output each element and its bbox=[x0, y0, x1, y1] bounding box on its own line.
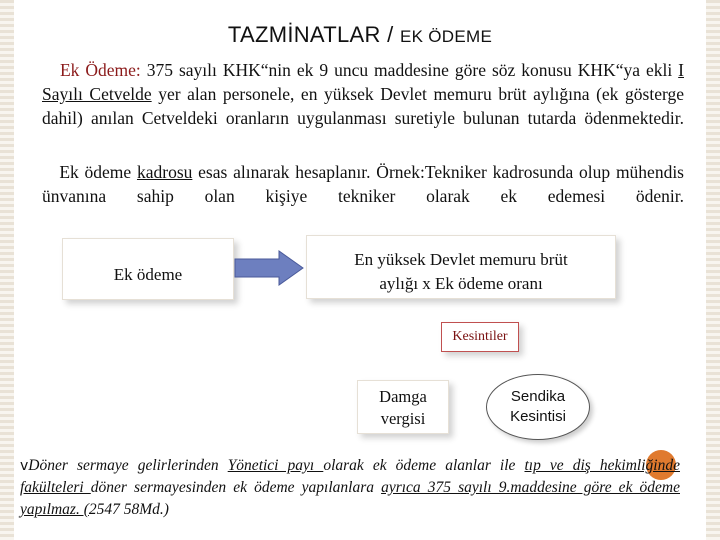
para1-text-a: 375 sayılı KHK“nin ek 9 uncu maddesine göre söz konusu KHK“ya ekli bbox=[140, 60, 679, 80]
bullet-underline-2: tıp ve diş hekimliğinde fakülteleri bbox=[20, 457, 680, 496]
ek-odeme-box-label: Ek ödeme bbox=[113, 265, 183, 284]
slide-title bbox=[0, 22, 720, 48]
para2-text-a: Ek ödeme bbox=[59, 162, 137, 182]
bullet-text-3: döner sermayesinden ek ödeme yapılanlara bbox=[90, 479, 382, 496]
ek-odeme-box bbox=[62, 238, 234, 300]
cetvel-link[interactable]: I Sayılı Cetvelde bbox=[42, 60, 684, 104]
left-border-stripe bbox=[0, 0, 14, 540]
bullet-underline-1: Yönetici payı bbox=[227, 457, 324, 474]
para1-text-b: yer alan personele, en yüksek Devlet memuru brüt aylığına (ek gösterge dahil) anılan Cetveldeki oranların uygulanması suretiyle bulunan tutarda ödenmektedir. bbox=[42, 84, 684, 128]
sendika-line-1: Sendika bbox=[510, 388, 566, 405]
right-border-stripe bbox=[706, 0, 720, 540]
kadrosu-underlined: kadrosu bbox=[136, 162, 193, 182]
bullet-text-2: olarak ek ödeme alanlar ile bbox=[323, 457, 525, 474]
bullet-underline-3: ayrıca 375 sayılı 9.maddesine göre ek ödeme yapılmaz. ( bbox=[20, 479, 680, 518]
sendika-line-2: Kesintisi bbox=[510, 408, 566, 425]
damga-vergisi-box bbox=[357, 380, 449, 434]
formula-line-1: En yüksek Devlet memuru brüt bbox=[354, 250, 568, 269]
formula-box bbox=[306, 235, 616, 299]
title-sub: EK ÖDEME bbox=[399, 27, 493, 46]
bullet-text-4: 2547 58Md.) bbox=[88, 501, 169, 518]
bullet-text-1: Döner sermaye gelirlerinden bbox=[28, 457, 228, 474]
damga-line-2: vergisi bbox=[380, 409, 426, 428]
diamond-bullet-icon: v bbox=[20, 458, 29, 474]
kesintiler-box bbox=[441, 322, 519, 352]
right-arrow-icon bbox=[233, 250, 305, 286]
bullet-note bbox=[20, 455, 680, 521]
ek-odeme-label: Ek Ödeme: bbox=[59, 60, 141, 80]
title-main: TAZMİNATLAR / bbox=[227, 22, 394, 47]
paragraph-ek-odeme-calculation bbox=[42, 160, 684, 208]
paragraph-ek-odeme-definition bbox=[42, 58, 684, 130]
sendika-kesintisi-ellipse bbox=[486, 374, 590, 440]
damga-line-1: Damga bbox=[379, 387, 427, 406]
formula-line-2: aylığı x Ek ödeme oranı bbox=[379, 274, 543, 293]
para2-text-b: esas alınarak hesaplanır. Örnek:Tekniker kadrosunda olup mühendis ünvanına sahip olan kişiye tekniker olarak ek edemesi ödenir. bbox=[42, 162, 684, 206]
kesintiler-label: Kesintiler bbox=[452, 329, 508, 344]
